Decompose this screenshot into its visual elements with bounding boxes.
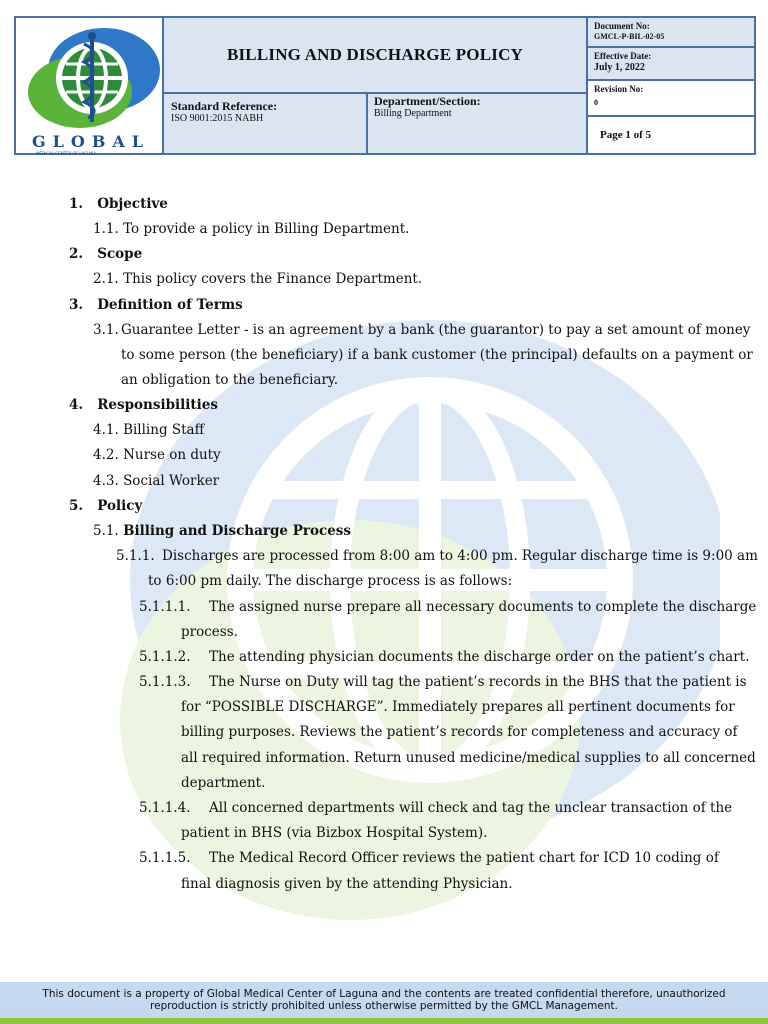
effective-date-value: July 1, 2022 (594, 62, 645, 73)
item-number: 4.2. (93, 447, 119, 463)
page-number-cell (588, 117, 754, 153)
list-item (93, 446, 221, 464)
logo-cell (16, 18, 164, 156)
item-number: 1.1. (93, 221, 119, 237)
department-cell (368, 94, 588, 153)
logo-wordmark: GLOBAL (32, 132, 151, 151)
document-no-cell (588, 18, 754, 48)
item-text: This policy covers the Finance Department. (123, 271, 423, 287)
subsection-title: Billing and Discharge Process (123, 523, 351, 539)
document-title: BILLING AND DISCHARGE POLICY (226, 45, 524, 64)
step-number: 5.1.1.2. (139, 649, 191, 665)
step-number: 5.1.1.4. (139, 800, 191, 816)
document-no-label: Document No: (594, 21, 650, 31)
globe-caduceus-logo-icon (18, 22, 162, 134)
confidentiality-footer (0, 982, 768, 1018)
item-text: Social Worker (123, 473, 220, 489)
revision-no-cell (588, 81, 754, 117)
standard-reference-label: Standard Reference: (171, 99, 278, 113)
list-item (93, 472, 219, 490)
footer-accent-bar (0, 1018, 768, 1024)
paragraph-line: for “POSSIBLE DISCHARGE”. Immediately prepares all pertinent documents for (181, 699, 735, 715)
department-label: Department/Section: (374, 94, 481, 108)
section-heading (69, 245, 142, 263)
section-title: Definition of Terms (97, 297, 243, 313)
item-number: 4.3. (93, 473, 119, 489)
paragraph-line: All concerned departments will check and tag the unclear transaction of the (209, 800, 733, 816)
document-no-value: GMCL-P-BIL-02-05 (594, 32, 665, 41)
section-heading (69, 396, 218, 414)
list-item (93, 270, 422, 288)
step-number: 5.1.1.5. (139, 850, 191, 866)
paragraph-line: an obligation to the beneficiary. (121, 372, 339, 388)
section-heading (69, 497, 142, 515)
section-heading (69, 195, 168, 213)
paragraph-line: final diagnosis given by the attending Physician. (181, 876, 513, 892)
subsection-heading (93, 522, 351, 540)
section-number: 2. (69, 246, 84, 262)
effective-date-label: Effective Date: (594, 51, 652, 61)
page-number: Page 1 of 5 (600, 129, 652, 141)
section-number: 4. (69, 397, 84, 413)
step-number: 5.1.1.3. (139, 674, 191, 690)
paragraph-line: billing purposes. Reviews the patient’s records for completeness and accuracy of (181, 724, 738, 740)
section-number: 3. (69, 297, 84, 313)
title-cell (164, 18, 588, 94)
section-number: 1. (69, 196, 84, 212)
paragraph-line: Guarantee Letter - is an agreement by a bank (the guarantor) to pay a set amount of money (121, 322, 751, 338)
department-value: Billing Department (374, 108, 452, 119)
item-number: 5.1.1. (116, 548, 155, 564)
revision-no-value: 0 (594, 98, 598, 107)
item-text: Nurse on duty (123, 447, 221, 463)
paragraph-line: to 6:00 pm daily. The discharge process is as follows: (148, 573, 513, 589)
paragraph-line: The assigned nurse prepare all necessary documents to complete the discharge (209, 599, 757, 615)
item-number: 3.1. (93, 322, 119, 338)
revision-no-label: Revision No: (594, 84, 644, 94)
subsection-number: 5.1. (93, 523, 119, 539)
footer-line: This document is a property of Global Medical Center of Laguna and the contents are treated confidential therefore, unauthorized (42, 988, 726, 1000)
item-number: 2.1. (93, 271, 119, 287)
item-text: Billing Staff (123, 422, 205, 438)
section-title: Policy (97, 498, 143, 514)
paragraph-line: The Medical Record Officer reviews the patient chart for ICD 10 coding of (209, 850, 719, 866)
item-number: 4.1. (93, 422, 119, 438)
paragraph-line: to some person (the beneficiary) if a bank customer (the principal) defaults on a payment or (121, 347, 753, 363)
item-text: To provide a policy in Billing Department. (123, 221, 410, 237)
paragraph-line: department. (181, 775, 266, 791)
standard-reference-cell (164, 94, 368, 153)
step-number: 5.1.1.1. (139, 599, 191, 615)
section-title: Objective (97, 196, 168, 212)
standard-reference-value: ISO 9001:2015 NABH (171, 113, 264, 124)
section-heading (69, 296, 243, 314)
paragraph-line: patient in BHS (via Bizbox Hospital System). (181, 825, 488, 841)
footer-line: reproduction is strictly prohibited unless otherwise permitted by the GMCL Management. (150, 1000, 618, 1012)
list-item (93, 220, 409, 238)
logo-subtext: MEDICAL CENTER OF LAGUNA (36, 151, 97, 156)
section-title: Scope (97, 246, 143, 262)
paragraph-line: The attending physician documents the discharge order on the patient’s chart. (209, 649, 750, 665)
list-item (93, 421, 204, 439)
section-number: 5. (69, 498, 84, 514)
paragraph-line: Discharges are processed from 8:00 am to 4:00 pm. Regular discharge time is 9:00 am (162, 548, 758, 564)
section-title: Responsibilities (97, 397, 218, 413)
paragraph-line: The Nurse on Duty will tag the patient’s records in the BHS that the patient is (209, 674, 747, 690)
paragraph-line: all required information. Return unused medicine/medical supplies to all concerned (181, 750, 756, 766)
effective-date-cell (588, 48, 754, 81)
document-header (14, 16, 756, 155)
paragraph-line: process. (181, 624, 238, 640)
